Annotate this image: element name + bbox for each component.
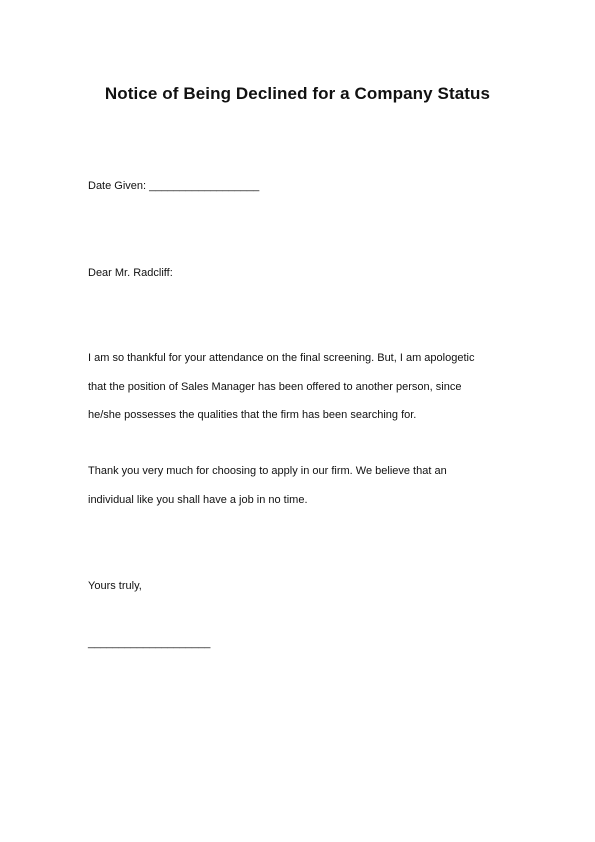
- signature-line: ____________________: [88, 637, 211, 649]
- paragraph-1-line-1: I am so thankful for your attendance on the final screening. But, I am apologetic: [88, 352, 475, 364]
- paragraph-2-line-1: Thank you very much for choosing to apply in our firm. We believe that an: [88, 465, 447, 477]
- date-given-line: Date Given: __________________: [88, 180, 260, 192]
- paragraph-1-line-3: he/she possesses the qualities that the firm has been searching for.: [88, 409, 417, 421]
- document-title: Notice of Being Declined for a Company Status: [104, 84, 491, 103]
- salutation: Dear Mr. Radcliff:: [88, 267, 173, 279]
- closing: Yours truly,: [88, 580, 142, 592]
- paragraph-2-line-2: individual like you shall have a job in no time.: [88, 494, 308, 506]
- paragraph-1-line-2: that the position of Sales Manager has been offered to another person, since: [88, 381, 462, 393]
